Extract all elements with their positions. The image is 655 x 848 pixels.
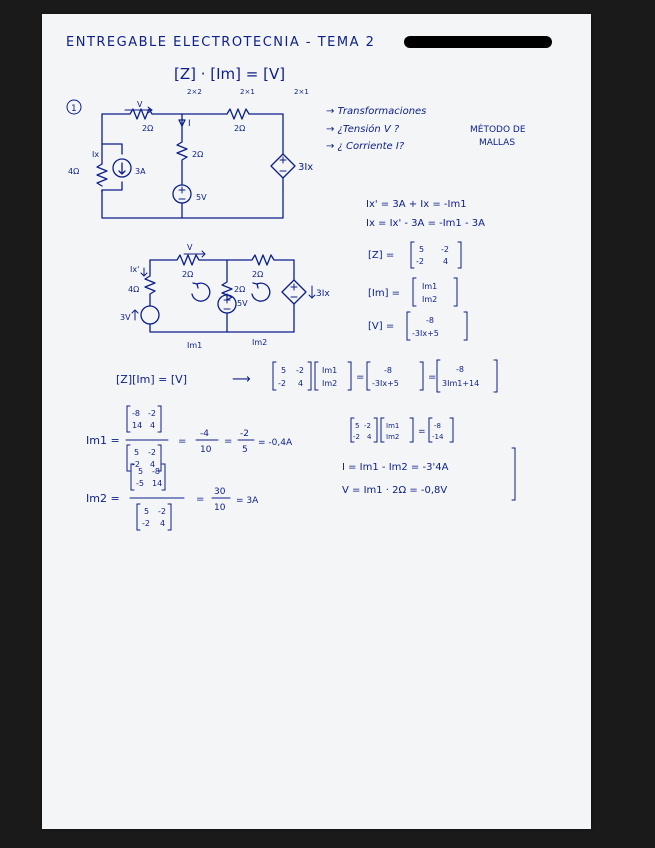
current-ix-prime-arrow-icon bbox=[141, 268, 147, 276]
im2-num11: 5 bbox=[138, 467, 144, 476]
handwritten-sheet bbox=[42, 14, 591, 829]
c2-label-r2: 2Ω bbox=[252, 270, 264, 279]
im2-frac-den: 10 bbox=[214, 503, 226, 513]
im1-frac1-den: 10 bbox=[200, 445, 212, 455]
c1-label-i: I bbox=[188, 119, 191, 129]
sys-v2b: 3Im1+14 bbox=[442, 379, 480, 388]
z-m11: 5 bbox=[419, 245, 425, 254]
im1-label: Im1 = bbox=[86, 434, 120, 447]
side-z11: 5 bbox=[355, 422, 360, 430]
c1-label-r2: 2Ω bbox=[234, 124, 246, 133]
sys-im2: Im2 bbox=[322, 379, 338, 388]
im2-num21: -5 bbox=[136, 479, 144, 488]
im1-den12: -2 bbox=[148, 448, 156, 457]
sys-eq2: = bbox=[428, 372, 437, 383]
circuit1-top-wire bbox=[102, 109, 283, 154]
c1-label-3ix: 3Ix bbox=[298, 162, 314, 173]
c2-label-r3: 2Ω bbox=[234, 285, 246, 294]
side-z12: -2 bbox=[364, 422, 371, 430]
eq-ix: Ix = Ix' - 3A = -Im1 - 3A bbox=[366, 218, 485, 229]
result-v: V = Im1 · 2Ω = -0,8V bbox=[342, 485, 448, 496]
worksheet-page bbox=[42, 14, 591, 829]
note-tension: → ¿Tensión V ? bbox=[326, 124, 400, 135]
circuit1-left-branch bbox=[102, 144, 122, 192]
sys-z11: 5 bbox=[281, 366, 287, 375]
circuit2-frame-wire bbox=[145, 260, 294, 332]
sheet-title: ENTREGABLE ELECTROTECNIA - TEMA 2 bbox=[66, 35, 376, 50]
im2-den22: 4 bbox=[160, 519, 166, 528]
im2-value: = 3A bbox=[236, 496, 259, 506]
z-m22: 4 bbox=[443, 257, 449, 266]
im2-num22: 14 bbox=[152, 479, 163, 488]
side-im1: Im1 bbox=[386, 422, 400, 430]
im1-den11: 5 bbox=[134, 448, 140, 457]
eq-z-label: [Z] = bbox=[368, 250, 395, 261]
note-mallas: MALLAS bbox=[479, 138, 516, 148]
sys-v1b: -3Ix+5 bbox=[372, 379, 399, 388]
sys-v1a: -8 bbox=[384, 366, 392, 375]
z-m21: -2 bbox=[416, 257, 424, 266]
c1-label-5v: 5V bbox=[196, 193, 207, 202]
circuit2-middle-resistor bbox=[222, 260, 232, 300]
im-m1: Im1 bbox=[422, 282, 438, 291]
c2-label-3v: 3V bbox=[120, 313, 131, 322]
sys-z21: -2 bbox=[278, 379, 286, 388]
eq-v-label: [V] = bbox=[368, 321, 395, 332]
sys-im1: Im1 bbox=[322, 366, 338, 375]
c2-label-im1: Im1 bbox=[187, 341, 203, 350]
im1-eq-sign-2: = bbox=[224, 436, 233, 447]
eq-ix-prime: Ix' = 3A + Ix = -Im1 bbox=[366, 199, 467, 210]
c2-label-r1: 2Ω bbox=[182, 270, 194, 279]
matrix-equation: [Z] · [Im] = [V] bbox=[174, 65, 286, 83]
dep-current-arrow-icon bbox=[309, 286, 315, 298]
im2-label: Im2 = bbox=[86, 492, 120, 505]
dim-im: 2×1 bbox=[240, 88, 255, 96]
circuit1-frame-wire bbox=[102, 114, 283, 218]
dependent-source-polarity-icon bbox=[280, 157, 286, 171]
im1-eq-sign: = bbox=[178, 436, 187, 447]
im2-den12: -2 bbox=[158, 507, 166, 516]
z-m12: -2 bbox=[441, 245, 449, 254]
circuit1-middle-branch bbox=[177, 114, 187, 184]
side-v2: -14 bbox=[432, 433, 444, 441]
im1-num22: 4 bbox=[150, 421, 156, 430]
dependent-source-2-polarity-icon bbox=[291, 284, 297, 297]
sys-eq1: = bbox=[356, 372, 365, 383]
v-m1: -8 bbox=[426, 316, 434, 325]
im1-num11: -8 bbox=[132, 409, 140, 418]
im2-frac-num: 30 bbox=[214, 487, 226, 497]
mesh-2-arrow-icon bbox=[252, 283, 270, 301]
im1-value: = -0,4A bbox=[258, 438, 293, 448]
problem-number: 1 bbox=[71, 104, 77, 114]
eq-system-arrow: ⟶ bbox=[232, 372, 251, 387]
eq-im-label: [Im] = bbox=[368, 288, 401, 299]
redacted-name bbox=[404, 36, 552, 48]
im1-num12: -2 bbox=[148, 409, 156, 418]
c1-label-r3: 2Ω bbox=[192, 150, 204, 159]
c2-label-im2: Im2 bbox=[252, 338, 268, 347]
im1-den21: -2 bbox=[132, 460, 140, 469]
v-m2: -3Ix+5 bbox=[412, 329, 439, 338]
c2-label-r-left: 4Ω bbox=[128, 285, 140, 294]
circuit-2 bbox=[120, 243, 330, 350]
note-corriente: → ¿ Corriente I? bbox=[326, 141, 405, 152]
dim-z: 2×2 bbox=[187, 88, 202, 96]
im2-num12: -8 bbox=[152, 467, 160, 476]
im1-frac2-num: -2 bbox=[240, 429, 249, 439]
voltage-source-polarity-icon bbox=[179, 187, 185, 199]
circuit-1 bbox=[68, 100, 313, 218]
c1-label-r-left: 4Ω bbox=[68, 167, 80, 176]
dim-v: 2×1 bbox=[294, 88, 309, 96]
im2-den21: -2 bbox=[142, 519, 150, 528]
mesh-1-arrow-icon bbox=[192, 283, 210, 301]
results-bracket bbox=[512, 448, 515, 500]
side-z22: 4 bbox=[367, 433, 372, 441]
c1-label-r1: 2Ω bbox=[142, 124, 154, 133]
sys-z22: 4 bbox=[298, 379, 304, 388]
sys-v2a: -8 bbox=[456, 365, 464, 374]
result-i: I = Im1 - Im2 = -3'4A bbox=[342, 462, 449, 473]
c1-label-v: V bbox=[137, 100, 143, 109]
side-z21: -2 bbox=[353, 433, 360, 441]
side-v1: -8 bbox=[434, 422, 441, 430]
c1-label-3a: 3A bbox=[135, 167, 146, 176]
c2-label-5v: 5V bbox=[237, 299, 248, 308]
im1-frac2-den: 5 bbox=[242, 445, 248, 455]
im2-den11: 5 bbox=[144, 507, 150, 516]
side-eq: = bbox=[418, 427, 426, 437]
circuit2-top-wire bbox=[150, 255, 294, 280]
voltage-source-3v-icon bbox=[141, 306, 159, 324]
im1-num21: 14 bbox=[132, 421, 143, 430]
c2-label-ix-prime: Ix' bbox=[130, 265, 140, 274]
current-source-arrow-icon bbox=[119, 163, 125, 174]
im2-eq-sign: = bbox=[196, 494, 205, 505]
source-3v-arrow-icon bbox=[132, 310, 138, 320]
sys-z12: -2 bbox=[296, 366, 304, 375]
im1-frac1-num: -4 bbox=[200, 429, 209, 439]
side-im2: Im2 bbox=[386, 433, 400, 441]
c1-label-ix: Ix bbox=[92, 150, 100, 159]
note-metodo: MÉTODO DE bbox=[470, 125, 526, 135]
c2-label-3ix: 3Ix bbox=[316, 289, 330, 299]
note-transformaciones: → Transformaciones bbox=[326, 106, 427, 117]
circuit1-left-resistor bbox=[97, 164, 107, 186]
im1-den22: 4 bbox=[150, 460, 156, 469]
eq-system-lhs: [Z][Im] = [V] bbox=[116, 373, 187, 386]
im-m2: Im2 bbox=[422, 295, 438, 304]
c2-label-v: V bbox=[187, 243, 193, 252]
